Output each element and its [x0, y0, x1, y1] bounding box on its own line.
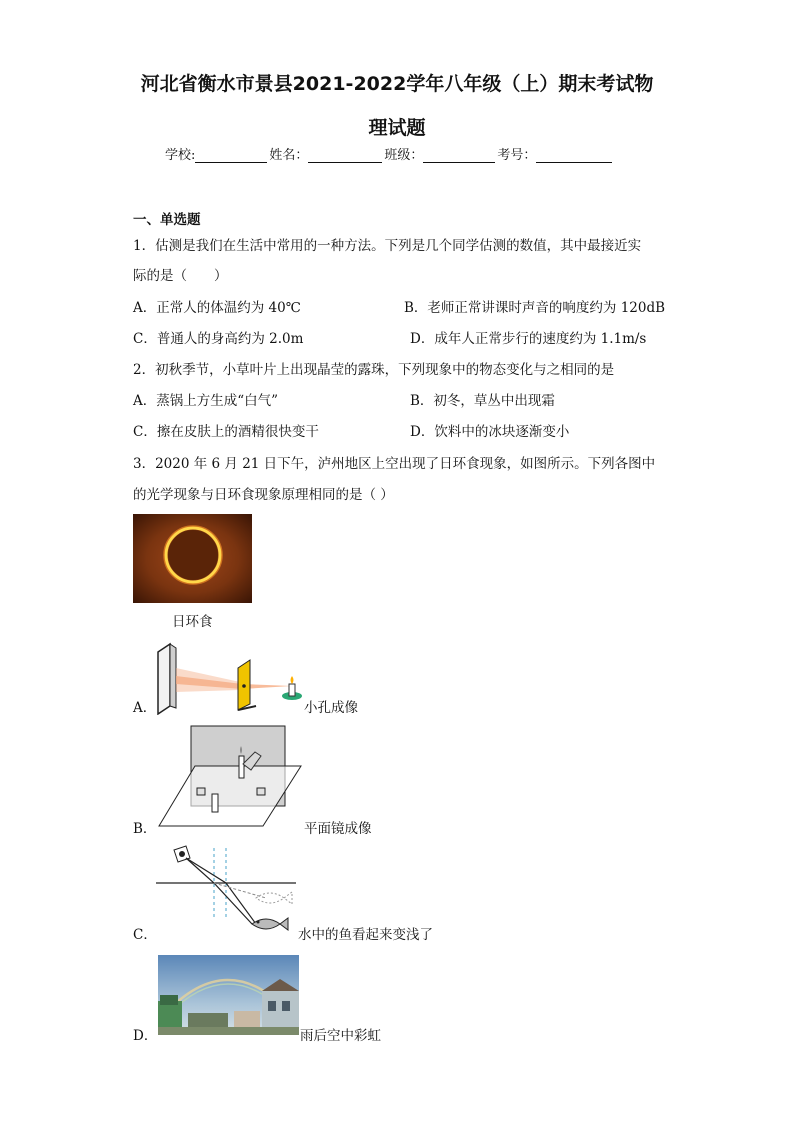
q2-option-c: C．擦在皮肤上的酒精很快变干: [133, 424, 319, 440]
q3-option-d-caption: 雨后空中彩虹: [300, 1028, 381, 1044]
student-info-fields: [165, 144, 614, 163]
q3-option-a-caption: 小孔成像: [304, 700, 358, 716]
refraction-fish-image: [156, 842, 298, 938]
school-label: 学校:: [165, 148, 196, 163]
name-blank: [308, 148, 382, 163]
q2-option-d: D．饮料中的冰块逐渐变小: [410, 424, 570, 440]
q3-option-c-label: C．: [133, 927, 157, 943]
name-label: 姓名：: [269, 148, 309, 163]
class-blank: [423, 148, 495, 163]
q1-stem-line1: 1．估测是我们在生活中常用的一种方法。下列是几个同学估测的数值，其中最接近实: [133, 238, 642, 254]
exam-no-blank: [536, 148, 612, 163]
q1-stem-line2: 际的是（ ）: [133, 268, 228, 284]
q3-option-c-caption: 水中的鱼看起来变浅了: [298, 927, 433, 943]
q1-option-c: C．普通人的身高约为 2.0m: [133, 331, 304, 347]
q2-option-b: B．初冬，草丛中出现霜: [410, 393, 555, 409]
q3-option-a-label: A．: [133, 700, 157, 716]
plane-mirror-imaging-image: [157, 724, 303, 830]
q2-stem: 2．初秋季节，小草叶片上出现晶莹的露珠，下列现象中的物态变化与之相同的是: [133, 362, 615, 378]
rainbow-photo-image: [158, 955, 299, 1035]
q1-option-a: A．正常人的体温约为 40℃: [133, 300, 301, 316]
q3-stem-line1: 3．2020 年 6 月 21 日下午，泸州地区上空出现了日环食现象，如图所示。下列各图中: [133, 456, 656, 472]
annular-eclipse-image: [133, 514, 252, 603]
q3-stem-line2: 的光学现象与日环食现象原理相同的是（ ）: [133, 487, 394, 503]
q3-option-b-label: B．: [133, 821, 157, 837]
class-label: 班级：: [384, 148, 424, 163]
q2-option-a: A．蒸锅上方生成“白气”: [133, 393, 279, 409]
pinhole-imaging-image: [152, 640, 302, 715]
page-title-line2: 理试题: [368, 117, 426, 139]
q1-option-d: D．成年人正常步行的速度约为 1.1m/s: [410, 331, 647, 347]
q1-option-b: B．老师正常讲课时声音的响度约为 120dB: [404, 300, 666, 316]
page-title-line1: 河北省衡水市景县2021-2022学年八年级（上）期末考试物: [140, 73, 654, 95]
q3-option-d-label: D．: [133, 1028, 158, 1044]
exam-no-label: 考号：: [497, 148, 537, 163]
q3-option-b-caption: 平面镜成像: [304, 821, 372, 837]
eclipse-caption: 日环食: [172, 614, 213, 630]
school-blank: [195, 148, 267, 163]
section-heading: 一、单选题: [133, 212, 201, 228]
